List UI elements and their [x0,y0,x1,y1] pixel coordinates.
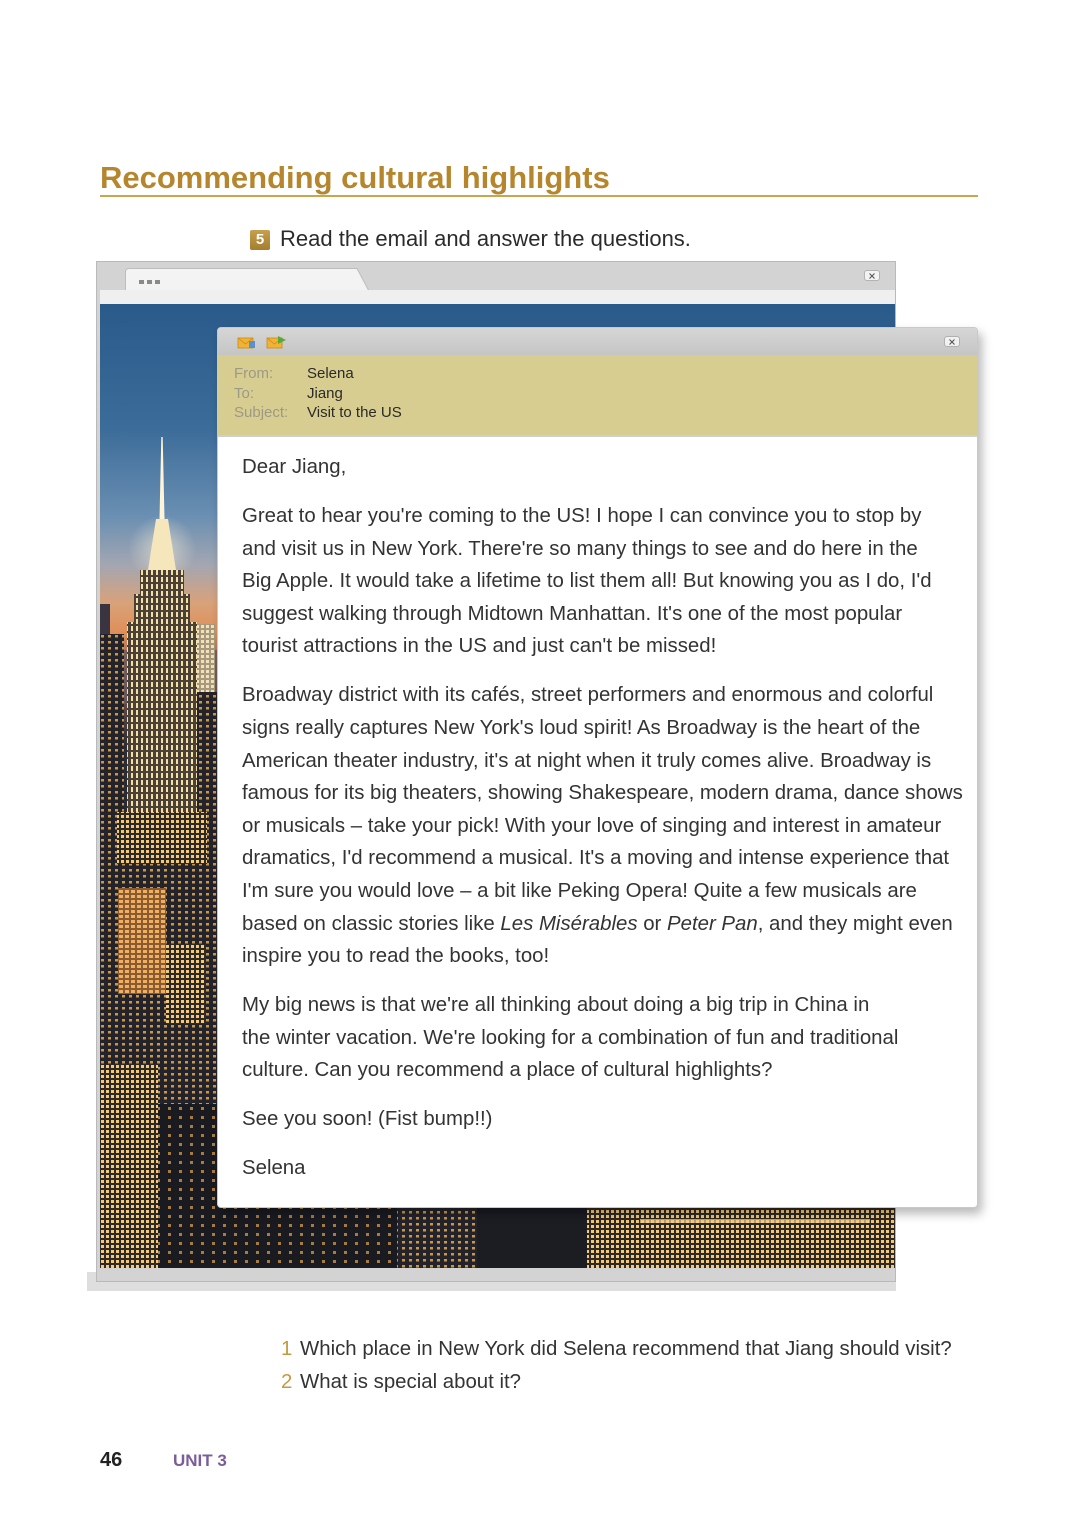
close-icon [949,339,955,345]
close-cross [950,339,955,344]
email-body-line: Dear Jiang, [242,456,347,478]
bottom-warm-block [397,1204,477,1268]
email-paragraph-1 [242,500,977,663]
email-paragraph-2 [242,679,977,972]
exercise-instruction: Read the email and answer the questions. [280,226,691,251]
tab-dot [147,280,152,284]
email-body [218,437,977,1185]
email-body-line: Great to hear you're coming to the US! I hope I can convince you to stop by [242,504,922,527]
browser-tab-shape [125,268,370,292]
email-body-line: and visit us in New York. There're so many things to see and do here in the [242,537,918,560]
email-greeting [242,451,977,484]
esb-upper-setback [134,594,190,622]
to-label: To: [234,384,255,402]
comprehension-questions [281,1333,952,1399]
subject-row [234,403,977,423]
tab-dots-icon [139,280,160,284]
email-body-line: Selena [242,1157,306,1180]
tab-dot [139,280,144,284]
email-body-line: inspire you to read the books, too! [242,945,550,968]
to-value: Jiang [307,384,343,402]
subject-label: Subject: [234,404,289,421]
section-heading: Recommending cultural highlights [100,160,610,195]
email-body-line: tourist attractions in the US and just can't be missed! [242,635,717,658]
lit-orange-building [118,888,166,994]
from-row [234,364,977,384]
email-closing [242,1103,977,1136]
book-title: Peter Pan [667,912,758,935]
email-body-line: the winter vacation. We're looking for a combination of fun and traditional [242,1026,899,1049]
close-cross [870,273,875,278]
email-paragraph-3 [242,989,977,1087]
close-icon [869,273,875,279]
text-segment: based on classic stories like [242,912,501,935]
question-number: 2 [281,1371,293,1393]
from-value: Selena [307,365,354,382]
email-toolbar [218,328,977,355]
mail-reply-icon[interactable] [237,335,258,349]
email-body-line: I'm sure you would love – a bit like Peking Opera! Quite a few musicals are [242,879,917,902]
email-body-line: signs really captures New York's loud spirit! As Broadway is the heart of the [242,716,921,739]
heading-underline [100,195,978,197]
bottom-shadow-block [477,1214,587,1268]
question-text: What is special about it? [300,1371,522,1393]
esb-crown [140,570,184,594]
email-body-line: Broadway district with its cafés, street performers and enormous and colorful [242,684,934,707]
question-item [281,1366,952,1399]
mail-forward-icon[interactable] [266,335,287,349]
email-body-line: or musicals – take your pick! With your love of singing and interest in amateur [242,814,942,837]
email-body-line: famous for its big theaters, showing Shakespeare, modern drama, dance shows [242,782,963,805]
tab-outline [126,269,370,293]
esb-shaft [127,622,197,812]
text-segment: or [637,912,668,935]
browser-close-button[interactable] [864,270,880,281]
foreground-building-right [158,1104,217,1268]
question-number: 1 [281,1338,293,1360]
subject-value: Visit to the US [307,404,402,421]
email-body-line: dramatics, I'd recommend a musical. It's a moving and intense experience that [242,847,950,870]
lit-pale-tower [195,624,215,692]
foreground-building-left [100,1064,158,1268]
book-title: Les Misérables [500,912,638,935]
browser-address-strip [100,290,895,304]
exercise-number-badge: 5 [250,230,270,250]
page-number: 46 [100,1449,123,1471]
bright-office-building [166,944,206,1024]
question-item [281,1333,952,1366]
email-header-fields [218,355,977,437]
email-body-line: culture. Can you recommend a place of cultural highlights? [242,1059,773,1082]
envelope-badge [249,341,255,348]
email-body-line: See you soon! (Fist bump!!) [242,1108,493,1131]
question-text: Which place in New York did Selena recommend that Jiang should visit? [300,1338,952,1360]
lit-window-row [640,1219,870,1223]
bottom-lit-block [587,1199,895,1268]
unit-label: UNIT 3 [173,1451,227,1470]
text-segment: , and they might even [757,912,953,935]
to-row [234,384,977,404]
email-body-line: suggest walking through Midtown Manhattan. It's one of the most popular [242,602,903,625]
email-close-button[interactable] [944,336,960,347]
email-body-line [242,908,977,941]
email-window [217,327,978,1208]
tab-dot [155,280,160,284]
email-body-line: Big Apple. It would take a lifetime to list them all! But knowing you as I do, I'd [242,570,932,593]
email-signature [242,1152,977,1185]
browser-tab[interactable] [125,268,370,292]
email-body-line: American theater industry, it's at night when it truly comes alive. Broadway is [242,749,932,772]
email-body-line: My big news is that we're all thinking about doing a big trip in China in [242,994,870,1017]
from-label: From: [234,365,274,382]
